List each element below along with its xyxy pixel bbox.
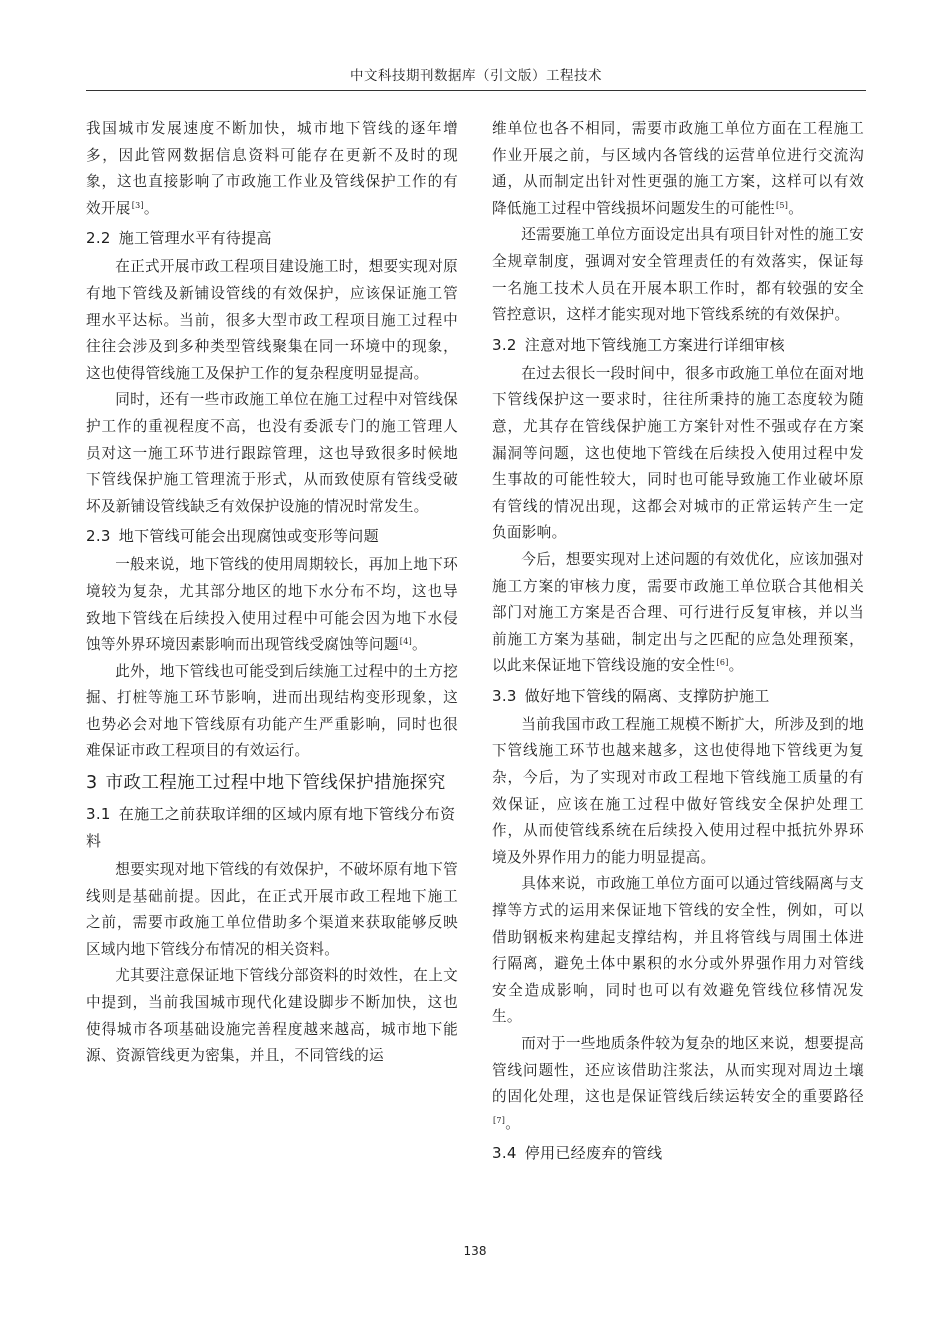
paragraph-2-2-a: 在正式开展市政工程项目建设施工时，想要实现对原有地下管线及新铺设管线的有效保护，应该保证施工管理水平达标。当前，很多大型市政工程项目施工过程中往往会涉及到多种类型管线聚集在同一环境中的现象，这也使得管线施工及保护工作的复杂程度明显提高。 [86,258,458,382]
section-2-2-heading: 2.2 施工管理水平有待提高 [86,229,272,248]
section-3-heading: 3 市政工程施工过程中地下管线保护措施探究 [86,773,446,794]
page-number: 138 [463,1244,487,1258]
paragraph-2-3-a: 一般来说，地下管线的使用周期较长，再加上地下环境较为复杂，尤其部分地区的地下水分布不均，这也导致地下管线在后续投入使用过程中可能会因为地下水侵蚀等外界环境因素影响而出现管线受腐蚀等问题[4]。 [86,556,458,654]
section-3-1-heading: 3.1 在施工之前获取详细的区域内原有地下管线分布资料 [86,805,456,851]
journal-header [86,64,866,91]
journal-title: 中文科技期刊数据库（引文版）工程技术 [350,68,602,84]
citation-3: [3] [131,200,144,210]
section-2-3-heading: 2.3 地下管线可能会出现腐蚀或变形等问题 [86,527,379,546]
paragraph-2-3-b: 此外，地下管线也可能受到后续施工过程中的土方挖掘、打桩等施工环节影响，进而出现结构变形现象，这也势必会对地下管线原有功能产生严重影响，同时也很难保证市政工程项目的有效运行。 [86,662,458,760]
citation-6: [6] [716,658,729,668]
left-column [86,116,458,1070]
citation-5: [5] [775,200,789,210]
paragraph-3-3-a: 当前我国市政工程施工规模不断扩大，所涉及到的地下管线施工环节也越来越多，这也使得地下管线更为复杂，今后，为了实现对市政工程地下管线施工质量的有效保证，应该在施工过程中做好管线安全保护处理工作，从而使管线系统在后续投入使用过程中抵抗外界环境及外界作用力的能力明显提高。 [492,715,864,866]
paragraph-3-2-b: 今后，想要实现对上述问题的有效优化，应该加强对施工方案的审核力度，需要市政施工单位联合其他相关部门对施工方案是否合理、可行进行反复审核，并以当前施工方案为基础，制定出与之匹配的应急处理预案，以此来保证地下管线设施的安全性[6]。 [492,550,864,675]
paragraph-3-1-b-continued: 维单位也各不相同，需要市政施工单位方面在工程施工作业开展之前，与区域内各管线的运营单位进行交流沟通，从而制定出针对性更强的施工方案，这样可以有效降低施工过程中管线损坏问题发生的可能性[5]。 [492,120,864,217]
paragraph-3-3-c: 而对于一些地质条件较为复杂的地区来说，想要提高管线问题性，还应该借助注浆法，从而实现对周边土壤的固化处理，这也是保证管线后续运转安全的重要路径[7]。 [492,1035,864,1132]
citation-4: [4] [399,637,413,647]
paragraph-3-1-a: 想要实现对地下管线的有效保护，不破坏原有地下管线则是基础前提。因此，在正式开展市政工程地下施工之前，需要市政施工单位借助多个渠道来获取能够反映区域内地下管线分布情况的相关资料。 [86,861,458,958]
paragraph-2-2-b: 同时，还有一些市政施工单位在施工过程中对管线保护工作的重视程度不高，也没有委派专门的施工管理人员对这一施工环节进行跟踪管理，这也导致很多时候地下管线保护施工管理流于形式，从而致使原有管线受破坏及新铺设管线缺乏有效保护设施的情况时常发生。 [86,391,458,515]
section-3-3-heading: 3.3 做好地下管线的隔离、支撑防护施工 [492,686,770,705]
right-column [492,116,864,1169]
section-3-4-heading: 3.4 停用已经废弃的管线 [492,1144,663,1163]
citation-7: [7] [493,1115,506,1125]
paragraph-3-2-a: 在过去很长一段时间中，很多市政施工单位在面对地下管线保护这一要求时，往往所秉持的施工态度较为随意，尤其存在管线保护施工方案针对性不强或存在方案漏洞等问题，这也使地下管线在后续投入使用过程中发生事故的可能性较大，同时也可能导致施工作业破坏原有管线的情况出现，这都会对城市的正常运转产生一定负面影响。 [492,364,864,542]
section-3-2-heading: 3.2 注意对地下管线施工方案进行详细审核 [492,335,785,354]
paragraph-3-3-b: 具体来说，市政施工单位方面可以通过管线隔离与支撑等方式的运用来保证地下管线的安全性，例如，可以借助钢板来构建起支撑结构，并且将管线与周围土体进行隔离，避免土体中累积的水分或外界强作用力对管线安全造成影响，同时也可以有效避免管线位移情况发生。 [492,875,864,1026]
paragraph-intro-continued: 我国城市发展速度不断加快，城市地下管线的逐年增多，因此管网数据信息资料可能存在更新不及时的现象，这也直接影响了市政施工作业及管线保护工作的有效开展[3]。 [86,120,458,217]
paragraph-3-1-c: 还需要施工单位方面设定出具有项目针对性的施工安全规章制度，强调对安全管理责任的有效落实，保证每一名施工技术人员在开展本职工作时，都有较强的安全管控意识，这样才能实现对地下管线系统的有效保护。 [492,226,864,324]
paragraph-3-1-b: 尤其要注意保证地下管线分部资料的时效性，在上文中提到，当前我国城市现代化建设脚步不断加快，这也使得城市各项基础设施完善程度越来越高，城市地下能源、资源管线更为密集，并且，不同管线的运 [86,967,458,1065]
